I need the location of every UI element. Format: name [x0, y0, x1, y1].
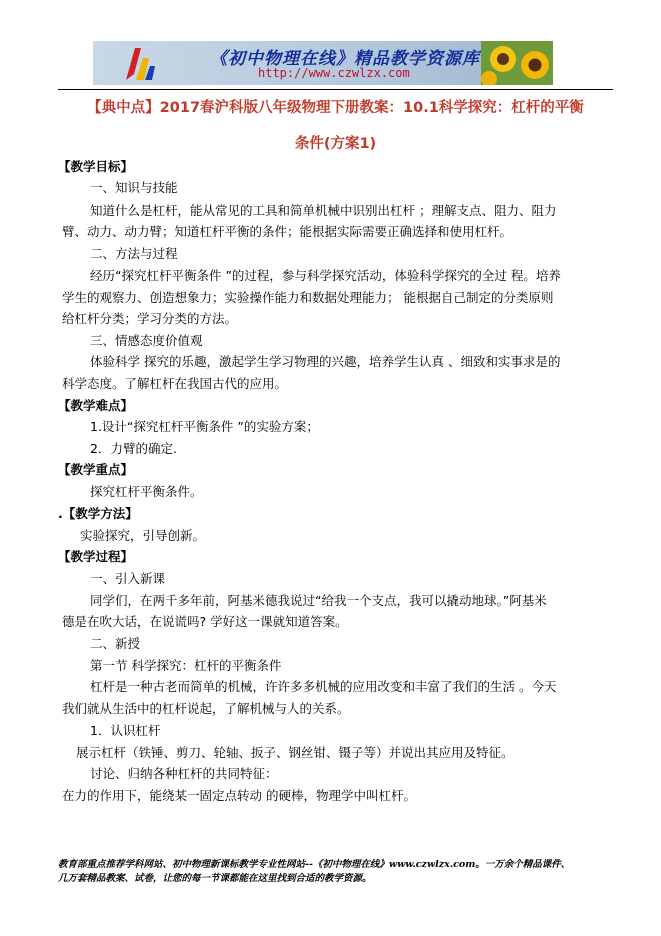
logo-icon — [123, 44, 157, 82]
sunflower-icon — [481, 41, 553, 85]
section-heading: 【教学目标】 — [58, 159, 134, 174]
banner-url[interactable]: http://www.czwlzx.com — [258, 66, 410, 80]
header-rule — [58, 89, 613, 90]
page-footer — [58, 858, 613, 886]
paragraph-line: 第一节 科学探究：杠杆的平衡条件 — [90, 658, 282, 673]
paragraph-line: 我们就从生活中的杠杆说起，了解机械与人的关系。 — [62, 701, 350, 716]
subsection-heading: 三、情感态度价值观 — [90, 333, 203, 348]
banner-title: 《初中物理在线》精品教学资源库 — [210, 49, 480, 69]
list-item: 1．认识杠杆 — [90, 723, 161, 738]
paragraph-line: 讨论、归纳各种杠杆的共同特征： — [90, 766, 278, 781]
section-heading: 【教学难点】 — [58, 398, 134, 413]
subsection-heading: 一、引入新课 — [90, 571, 166, 586]
paragraph-line: 德是在吹大话，在说谎吗? 学好这一课就知道答案。 — [62, 614, 348, 629]
document-title: 【典中点】2017春沪科版八年级物理下册教案：10.1科学探究：杠杆的平衡 — [87, 100, 584, 116]
section-heading: 【教学重点】 — [58, 462, 134, 477]
paragraph-line: 臂、动力、动力臂；知道杠杆平衡的条件；能根据实际需要正确选择和使用杠杆。 — [62, 224, 513, 239]
footer-line: 教育部重点推荐学科网站、初中物理新课标教学专业性网站--《初中物理在线》www.czwlzx.com。一万余个精品课件、 — [58, 859, 571, 870]
document-title-continued: 条件(方案1) — [294, 136, 377, 152]
header-banner — [93, 41, 553, 85]
subsection-heading: 二、新授 — [90, 636, 141, 651]
section-heading: 【教学过程】 — [58, 549, 134, 564]
paragraph-line: 杠杆是一种古老而简单的机械，许许多多机械的应用改变和丰富了我们的生活 。今天 — [90, 679, 557, 694]
paragraph-line: 体验科学 探究的乐趣，激起学生学习物理的兴趣，培养学生认真 、细致和实事求是的 — [90, 354, 561, 369]
list-item: 1.设计“探究杠杆平衡条件 ”的实验方案； — [90, 419, 319, 434]
list-item: 2．力臂的确定. — [90, 441, 177, 456]
paragraph-line: 展示杠杆（铁锤、剪刀、轮轴、扳子、钢丝钳、镊子等）并说出其应用及特征。 — [76, 745, 514, 760]
subsection-heading: 二、方法与过程 — [90, 246, 178, 261]
section-heading: .【教学方法】 — [58, 506, 138, 521]
paragraph-line: 经历“探究杠杆平衡条件 ”的过程，参与科学探究活动，体验科学探究的全过 程。培养 — [90, 268, 561, 283]
paragraph-line: 同学们，在两千多年前，阿基米德我说过“给我一个支点，我可以撬动地球。”阿基米 — [90, 593, 547, 608]
paragraph-line: 探究杠杆平衡条件。 — [90, 484, 203, 499]
footer-line: 几万套精品教案、试卷，让您的每一节课都能在这里找到合适的教学资源。 — [58, 873, 372, 884]
paragraph-line: 在力的作用下，能绕某一固定点转动 的硬棒，物理学中叫杠杆。 — [62, 788, 416, 803]
paragraph-line: 学生的观察力、创造想象力；实验操作能力和数据处理能力； 能根据自己制定的分类原则 — [62, 290, 554, 305]
paragraph-line: 给杠杆分类；学习分类的方法。 — [62, 311, 238, 326]
paragraph-line: 知道什么是杠杆，能从常见的工具和简单机械中识别出杠杆 ；理解支点、阻力、阻力 — [90, 203, 557, 218]
paragraph-line: 科学态度。了解杠杆在我国古代的应用。 — [62, 376, 288, 391]
subsection-heading: 一、知识与技能 — [90, 180, 178, 195]
paragraph-line: 实验探究，引导创新。 — [80, 528, 206, 543]
